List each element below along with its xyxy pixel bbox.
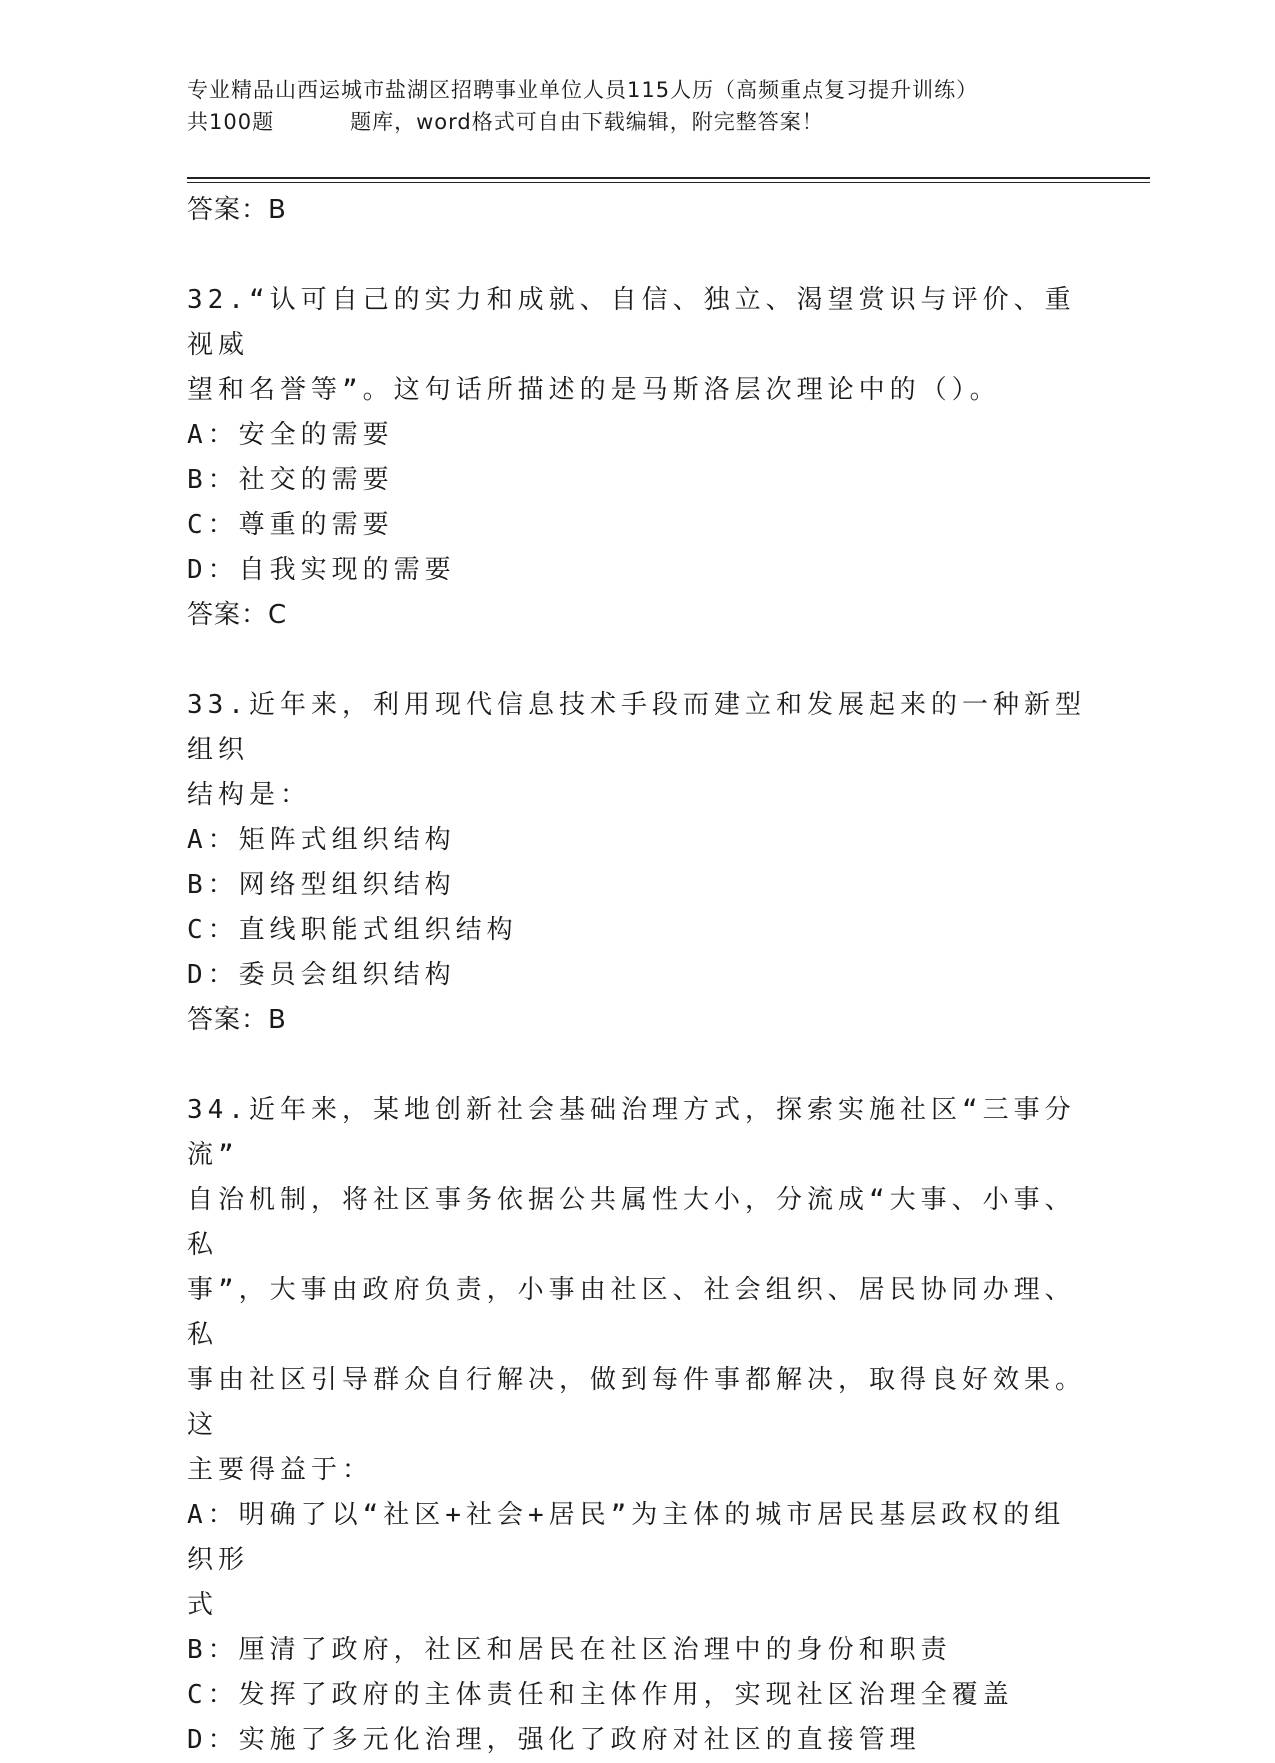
question-32 xyxy=(187,278,1087,638)
answer-q33: 答案：B xyxy=(187,1005,287,1035)
option-c: C：直线职能式组织结构 xyxy=(187,915,518,945)
header-divider-thin xyxy=(187,182,1150,183)
option-d: D：自我实现的需要 xyxy=(187,555,456,585)
question-stem-line: 结构是： xyxy=(187,780,312,810)
question-stem-line: 34.近年来，某地创新社会基础治理方式，探索实施社区“三事分流” xyxy=(187,1095,1076,1170)
header-title-line: 专业精品山西运城市盐湖区招聘事业单位人员115人历（高频重点复习提升训练） xyxy=(187,78,979,102)
header-question-count: 共100题 xyxy=(187,110,275,134)
option-d: D：委员会组织结构 xyxy=(187,960,456,990)
answer-q31: 答案：B xyxy=(187,195,287,225)
document-content xyxy=(187,188,1087,1763)
question-stem-line: 望和名誉等”。这句话所描述的是马斯洛层次理论中的（）。 xyxy=(187,375,1001,405)
page-header xyxy=(187,74,1087,138)
question-34 xyxy=(187,1088,1087,1763)
answer-q32: 答案：C xyxy=(187,600,288,630)
option-a: A：明确了以“社区+社会+居民”为主体的城市居民基层政权的组织形 xyxy=(187,1500,1066,1575)
question-33 xyxy=(187,683,1087,1043)
header-format-note: 题库，word格式可自由下载编辑，附完整答案！ xyxy=(350,110,824,134)
header-subtitle-line xyxy=(187,106,1087,138)
option-b: B：厘清了政府，社区和居民在社区治理中的身份和职责 xyxy=(187,1635,952,1665)
option-d: D：实施了多元化治理，强化了政府对社区的直接管理 xyxy=(187,1725,921,1755)
question-stem-line: 事”，大事由政府负责，小事由社区、社会组织、居民协同办理、私 xyxy=(187,1275,1076,1350)
option-b: B：网络型组织结构 xyxy=(187,870,456,900)
option-b: B：社交的需要 xyxy=(187,465,394,495)
header-divider-thick xyxy=(187,177,1150,179)
option-a-continued: 式 xyxy=(187,1590,219,1620)
question-stem-line: 事由社区引导群众自行解决，做到每件事都解决，取得良好效果。这 xyxy=(187,1365,1087,1440)
question-stem-line: 自治机制，将社区事务依据公共属性大小，分流成“大事、小事、私 xyxy=(187,1185,1076,1260)
question-stem-line: 主要得益于： xyxy=(187,1455,374,1485)
option-c: C：发挥了政府的主体责任和主体作用，实现社区治理全覆盖 xyxy=(187,1680,1014,1710)
question-stem-line: 33.近年来，利用现代信息技术手段而建立和发展起来的一种新型组织 xyxy=(187,690,1086,765)
question-stem-line: 32.“认可自己的实力和成就、自信、独立、渴望赏识与评价、重视威 xyxy=(187,285,1076,360)
option-a: A：矩阵式组织结构 xyxy=(187,825,456,855)
option-a: A：安全的需要 xyxy=(187,420,394,450)
option-c: C：尊重的需要 xyxy=(187,510,394,540)
